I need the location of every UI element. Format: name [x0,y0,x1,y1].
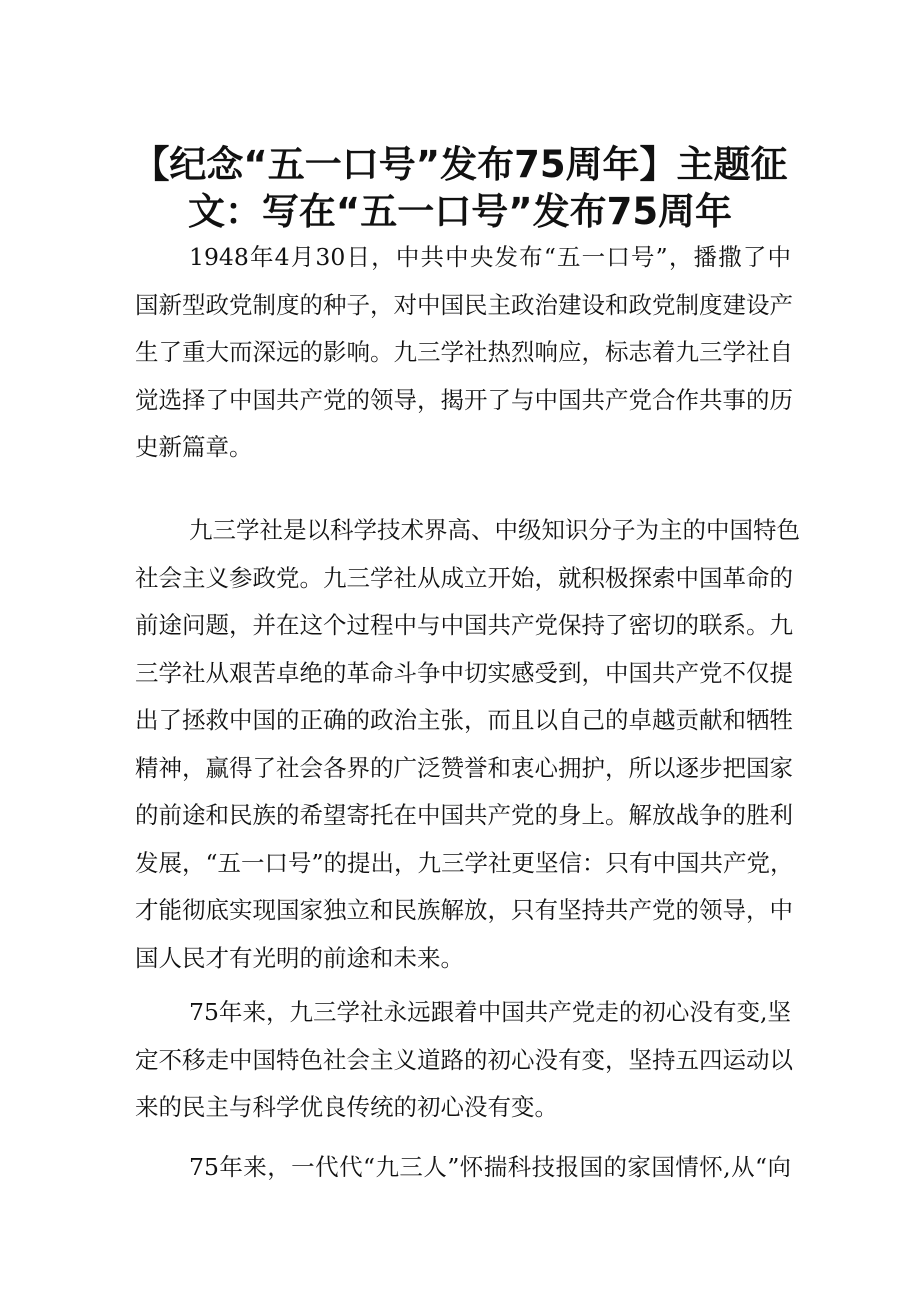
text-line: 国人民才有光明的前途和未来。 [135,943,464,972]
paragraph [135,1144,791,1192]
text-line: 精神，赢得了社会各界的广泛赞誉和衷心拥护，所以逐步把国家 [135,753,793,782]
text-line: 才能彻底实现国家独立和民族解放，只有坚持共产党的领导，中 [135,896,793,924]
text-line: 75年来，一代代“九三人”怀揣科技报国的家国情怀,从“向 [189,1153,791,1181]
title-line: 【纪念“五一口号”发布75周年】主题征 [132,143,788,186]
paragraph [135,507,800,982]
text-line: 的前途和民族的希望寄托在中国共产党的身上。解放战争的胜利 [135,801,793,829]
text-line: 生了重大而深远的影响。九三学社热烈响应，标志着九三学社自 [135,338,793,366]
paragraph [135,989,791,1132]
text-line: 国新型政党制度的种子，对中国民主政治建设和政党制度建设产 [135,290,793,319]
text-line: 三学社从艰苦卓绝的革命斗争中切实感受到，中国共产党不仅提 [135,658,793,687]
text-line: 来的民主与科学优良传统的初心没有变。 [135,1093,558,1121]
text-line: 出了拯救中国的正确的政治主张，而且以自己的卓越贡献和牺牲 [135,706,793,734]
text-line: 社会主义参政党。九三学社从成立开始，就积极探索中国革命的 [135,563,793,592]
text-line: 史新篇章。 [135,433,253,461]
text-line: 发展，“五一口号”的提出，九三学社更坚信：只有中国共产党， [135,848,794,877]
text-line: 九三学社是以科学技术界高、中级知识分子为主的中国特色 [189,516,800,544]
text-line: 觉选择了中国共产党的领导，揭开了与中国共产党合作共事的历 [135,385,793,414]
text-line: 1948年4月30日，中共中央发布“五一口号”，播撒了中 [189,243,791,271]
document-title [100,141,820,235]
text-line: 定不移走中国特色社会主义道路的初心没有变，坚持五四运动以 [135,1045,793,1074]
title-line: 文：写在“五一口号”发布75周年 [187,190,733,233]
text-line: 75年来，九三学社永远跟着中国共产党走的初心没有变,坚 [189,998,791,1026]
paragraph [135,234,791,472]
text-line: 前途问题，并在这个过程中与中国共产党保持了密切的联系。九 [135,611,793,639]
